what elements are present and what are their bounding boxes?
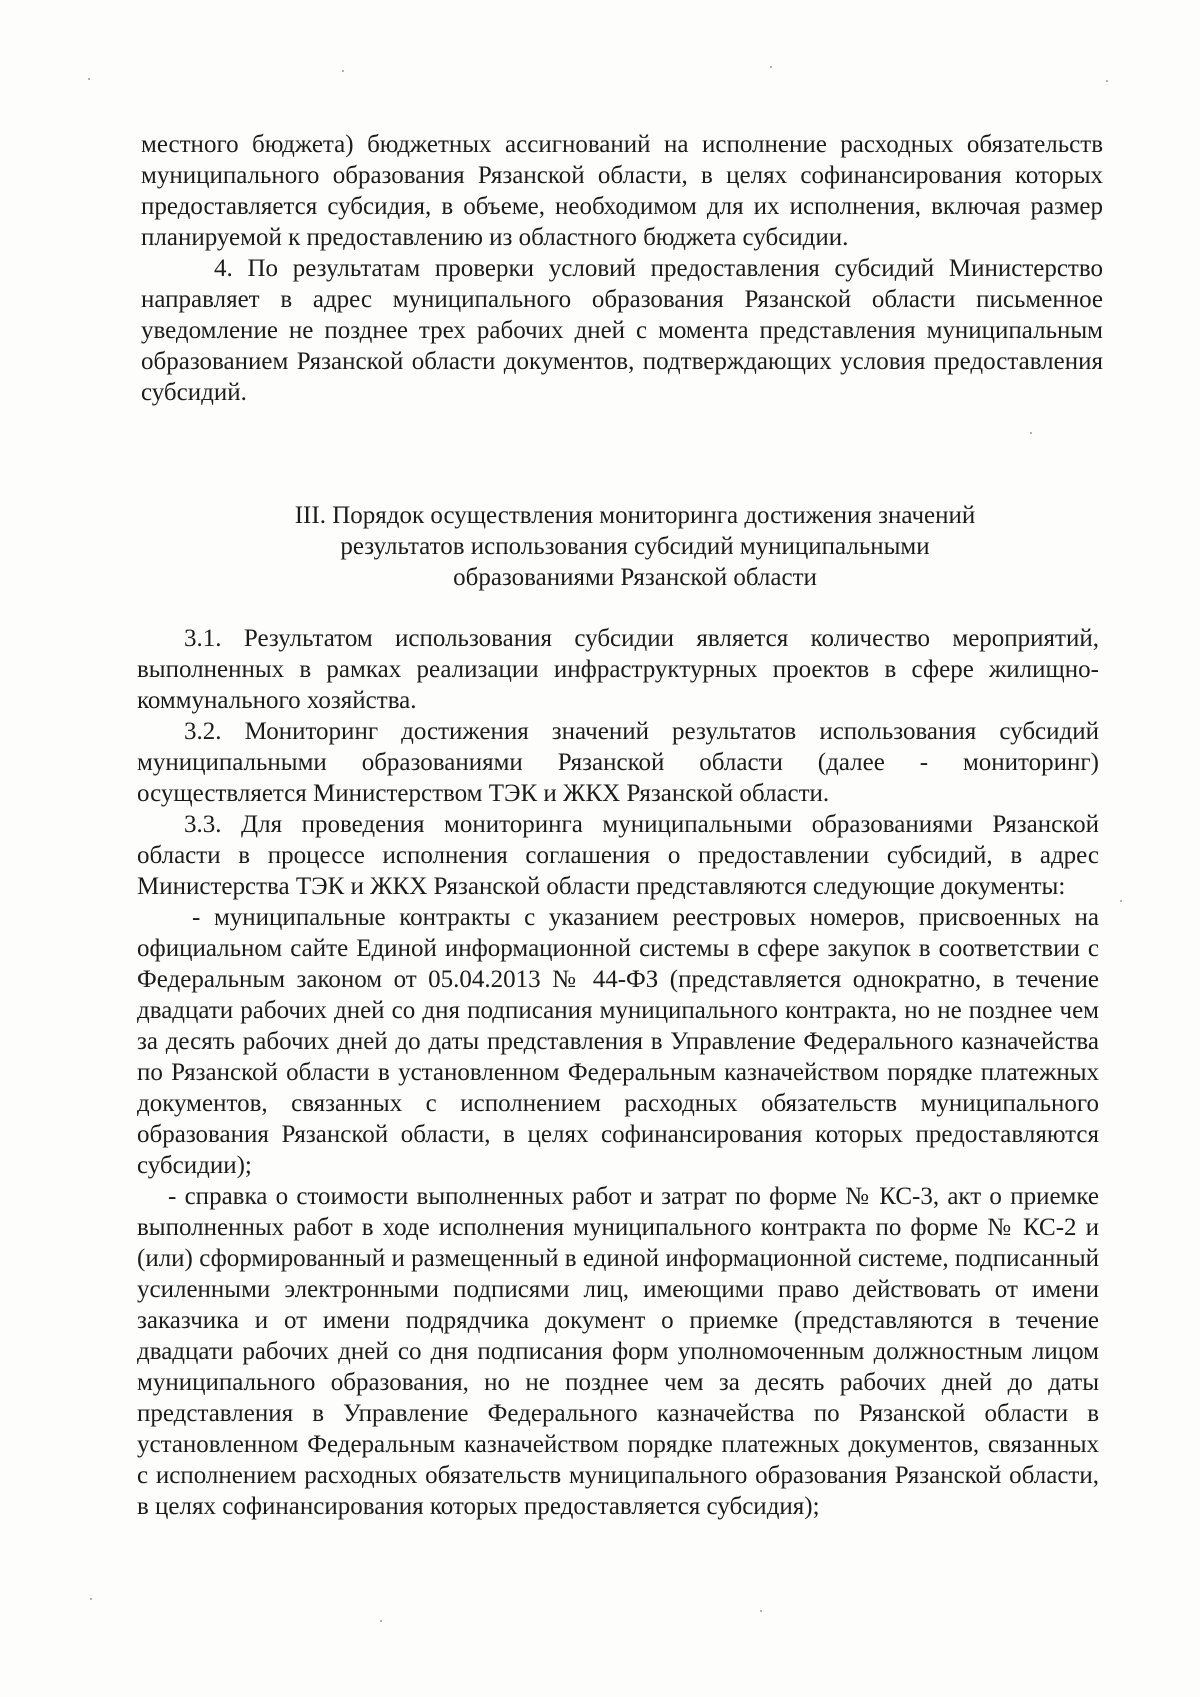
scan-speck xyxy=(90,1598,92,1600)
scan-speck xyxy=(88,78,90,80)
scan-speck xyxy=(1106,80,1108,82)
section-heading xyxy=(240,500,1030,593)
paragraph-budget-continuation: местного бюджета) бюджетных ассигнований на исполнение расходных обязательств муниципального образования Рязанской области, в целях софинансирования которых предоставляется субсидия, в объеме, необходимом для их исполнения, включая размер планируемой к предоставлению из областного бюджета субсидии. xyxy=(141,131,1103,251)
paragraph-3-2-monitoring: 3.2. Мониторинг достижения значений результатов использования субсидий муниципальными образованиями Рязанской области (далее - мониторинг) осуществляется Министерством ТЭК и ЖКХ Рязанской области. xyxy=(137,718,1099,807)
list-item-contracts: - муниципальные контракты с указанием реестровых номеров, присвоенных на официальном сайте Единой информационной системы в сфере закупок в соответствии с Федеральным законом от 05.04.2013 № 44-ФЗ (представляется однократно, в течение двадцати рабочих дней со дня подписания муниципального контракта, но не позднее чем за десять рабочих дней до даты представления в Управление Федерального казначейства по Рязанской области в установленном Федеральным казначейством порядке платежных документов, связанных с исполнением расходных обязательств муниципального образования Рязанской области, в целях софинансирования которых предоставляются субсидии); xyxy=(137,904,1099,1179)
scan-speck xyxy=(342,70,344,72)
paragraph-3-1-result: 3.1. Результатом использования субсидии является количество мероприятий, выполненных в рамках реализации инфраструктурных проектов в сфере жилищно-коммунального хозяйства. xyxy=(137,625,1099,714)
section-heading-line-3: образованиями Рязанской области xyxy=(453,564,817,591)
scan-speck xyxy=(760,1610,762,1612)
top-text-block xyxy=(141,129,1103,408)
scan-speck xyxy=(770,66,772,68)
scan-speck xyxy=(380,1620,382,1622)
paragraph-3-3-documents: 3.3. Для проведения мониторинга муниципальными образованиями Рязанской области в процессе исполнения соглашения о предоставлении субсидий, в адрес Министерства ТЭК и ЖКХ Рязанской области представляются следующие документы: xyxy=(137,811,1099,900)
list-item-certificate: - справка о стоимости выполненных работ и затрат по форме № КС-3, акт о приемке выполненных работ в ходе исполнения муниципального контракта по форме № КС-2 и (или) сформированный и размещенный в единой информационной системе, подписанный усиленными электронными подписями лиц, имеющими право действовать от имени заказчика и от имени подрядчика документ о приемке (представляются в течение двадцати рабочих дней со дня подписания форм уполномоченным должностным лицом муниципального образования, но не позднее чем за десять рабочих дней до даты представления в Управление Федерального казначейства по Рязанской области в установленном Федеральным казначейством порядке платежных документов, связанных с исполнением расходных обязательств муниципального образования Рязанской области, в целях софинансирования которых предоставляется субсидия); xyxy=(137,1183,1099,1520)
section-heading-line-1: III. Порядок осуществления мониторинга достижения значений xyxy=(294,502,976,529)
section-heading-line-2: результатов использования субсидий муниципальными xyxy=(340,533,930,560)
scan-speck xyxy=(1030,432,1032,434)
section-text-block xyxy=(137,623,1099,1522)
scan-speck xyxy=(1120,900,1122,902)
paragraph-4-verification: 4. По результатам проверки условий предоставления субсидий Министерство направляет в адрес муниципального образования Рязанской области письменное уведомление не позднее трех рабочих дней с момента представления муниципальным образованием Рязанской области документов, подтверждающих условия предоставления субсидий. xyxy=(141,255,1103,406)
